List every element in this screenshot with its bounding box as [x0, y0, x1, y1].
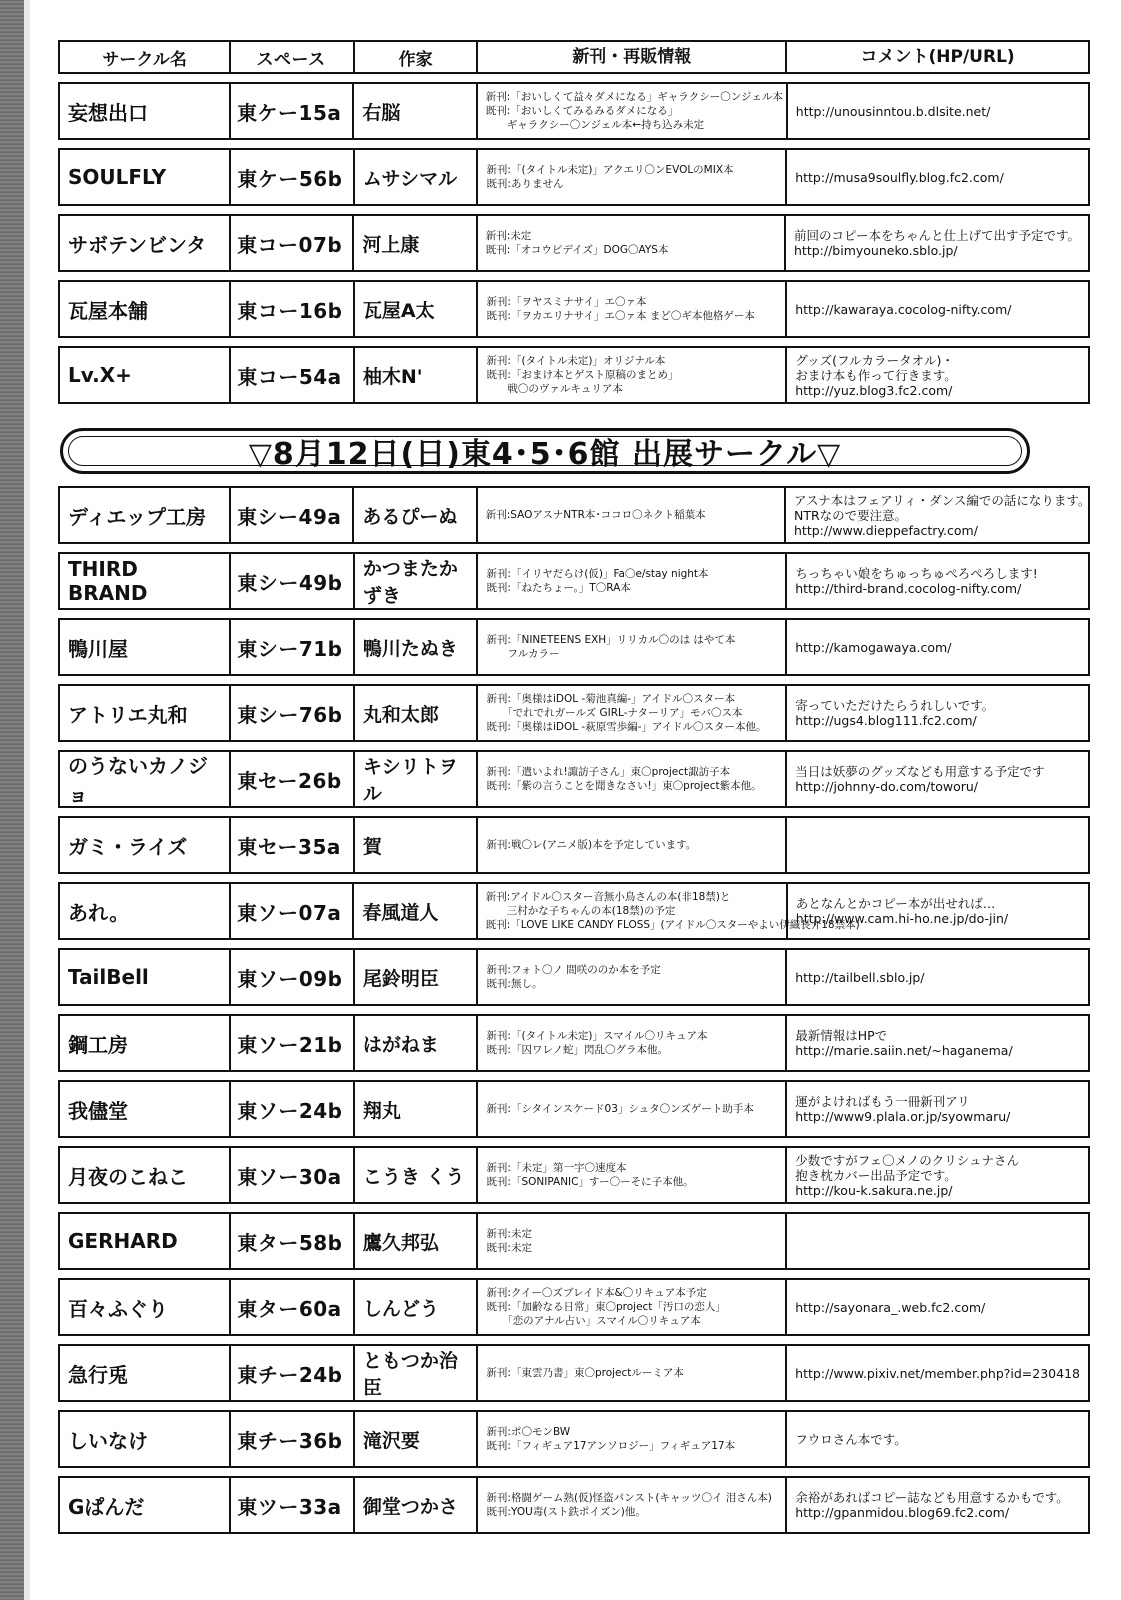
comment-line: http://bimyouneko.sblo.jp/ — [794, 243, 958, 258]
table-row — [58, 816, 1090, 874]
space-number: 東シー71b — [231, 620, 355, 674]
release-info-line: 既刊:無し。 — [486, 978, 543, 990]
space-number: 東コー16b — [231, 282, 355, 336]
release-info-line: 新刊:フォト〇ノ 間咲ののか本を予定 — [486, 964, 661, 976]
space-number: 東シー49a — [231, 488, 354, 542]
release-info — [478, 1016, 787, 1070]
release-info — [478, 620, 787, 674]
circle-name: 我儘堂 — [60, 1082, 231, 1136]
circle-table — [58, 40, 1090, 1542]
comment-url — [787, 620, 1088, 674]
release-info — [478, 1478, 787, 1532]
circle-name: アトリエ丸和 — [60, 686, 231, 740]
comment-line: フウロさん本です。 — [795, 1431, 907, 1447]
author-name: かつまたかずき — [355, 554, 479, 608]
space-number: 東ター60a — [231, 1280, 355, 1334]
release-info-line: 新刊:「未定」第一宇〇速度本 — [486, 1162, 627, 1174]
circle-name: 鴨川屋 — [60, 620, 231, 674]
table-row — [58, 148, 1090, 206]
comment-url — [787, 554, 1088, 608]
table-row — [58, 1014, 1090, 1072]
comment-url — [787, 1214, 1088, 1268]
release-info-line: 新刊:未定 — [486, 1228, 532, 1240]
space-number: 東セー26b — [231, 752, 355, 806]
release-info — [478, 950, 787, 1004]
table-row — [58, 684, 1090, 742]
author-name: 柚木N' — [355, 348, 479, 402]
release-info-line: 既刊:YOU毒(スト鉄ポイズン)他。 — [486, 1506, 646, 1518]
author-name: 尾鈴明臣 — [355, 950, 479, 1004]
release-info-line: 新刊:「遣いよれ!諏訪子さん」東〇project諏訪子本 — [486, 766, 731, 778]
release-info-line: 三村かな子ちゃんの本(18禁)の予定 — [485, 905, 676, 917]
release-info — [478, 1412, 787, 1466]
comment-line: http://www.cam.hi-ho.ne.jp/do-jin/ — [795, 911, 1009, 926]
release-info-line: 既刊:「加齢なる日常」東〇project「汚口の恋人」 — [486, 1301, 726, 1313]
release-info — [478, 488, 786, 542]
release-info-line: 新刊:アイドル〇スター音無小鳥さんの本(非18禁)と — [485, 891, 731, 903]
space-number: 東ツー33a — [231, 1478, 355, 1532]
comment-line: グッズ(フルカラータオル)・ — [795, 352, 954, 368]
comment-line: 最新情報はHPで — [795, 1028, 888, 1043]
release-info — [478, 752, 787, 806]
release-info-line: 新刊:「ヲヤスミナサイ」エ〇ァ本 — [486, 296, 647, 308]
comment-line: http://www.pixiv.net/member.php?id=230418 — [795, 1365, 1080, 1381]
space-number: 東ケー15a — [231, 84, 354, 138]
group-b — [58, 486, 1090, 1534]
header-author: 作家 — [355, 42, 479, 72]
comment-line: 寄っていただけたらうれしいです。 — [795, 698, 995, 713]
release-info-line: 新刊:格闘ゲーム熟(仮)怪盗パンスト(キャッツ〇イ 泪さん本) — [486, 1492, 772, 1504]
table-row — [58, 82, 1090, 140]
space-number: 東コー07b — [231, 216, 354, 270]
circle-name: GERHARD — [60, 1214, 231, 1268]
release-info-line: フルカラー — [486, 648, 560, 660]
release-info-line: 戦〇のヴァルキュリア本 — [486, 383, 623, 395]
comment-url — [787, 686, 1088, 740]
release-info-line: 新刊:「イリヤだらけ(仮)」Fa〇e/stay night本 — [486, 568, 709, 580]
release-info-line: 既刊:「ねたちょー。」T〇RA本 — [486, 582, 631, 594]
author-name: 滝沢要 — [355, 1412, 479, 1466]
circle-name: サボテンビンタ — [60, 216, 231, 270]
circle-name: SOULFLY — [60, 150, 231, 204]
space-number: 東ソー24b — [231, 1082, 355, 1136]
comment-line: http://www9.plala.or.jp/syowmaru/ — [795, 1109, 1011, 1124]
release-info — [478, 282, 787, 336]
author-name: 賀 — [355, 818, 479, 872]
comment-line: http://ugs4.blog111.fc2.com/ — [795, 713, 977, 728]
release-info-line: 新刊:「シタインスケード03」シュタ〇ンズゲート助手本 — [486, 1103, 754, 1115]
comment-line: http://yuz.blog3.fc2.com/ — [795, 382, 953, 398]
author-name: 鷹久邦弘 — [355, 1214, 479, 1268]
table-row — [58, 1212, 1090, 1270]
circle-name: TailBell — [60, 950, 231, 1004]
comment-line: http://johnny-do.com/toworu/ — [795, 779, 979, 794]
release-info-line: 既刊:「おまけ本とゲスト原稿のまとめ」 — [486, 369, 679, 381]
author-name: 瓦屋A太 — [355, 282, 479, 336]
release-info-line: 既刊:「おいしくてみるみるダメになる」 — [485, 105, 679, 117]
comment-line: http://www.dieppefactry.com/ — [794, 522, 978, 538]
circle-name: ディエップ工房 — [60, 488, 231, 542]
release-info-line: 既刊:ありません — [486, 178, 564, 190]
group-a — [58, 82, 1090, 404]
comment-line: http://kou-k.sakura.ne.jp/ — [795, 1182, 953, 1198]
comment-line: http://marie.saiin.net/~haganema/ — [795, 1043, 1013, 1058]
release-info-line: 既刊:「オコウビデイズ」DOG〇AYS本 — [485, 244, 669, 256]
comment-line: ちっちゃい娘をちゅっちゅぺろぺろします! — [795, 566, 1038, 581]
circle-name: 急行兎 — [60, 1346, 231, 1400]
header-info: 新刊・再販情報 — [478, 42, 787, 72]
space-number: 東セー35a — [231, 818, 355, 872]
space-number: 東ソー09b — [231, 950, 355, 1004]
release-info-line: 新刊:「(タイトル未定)」アクエリ〇ンEVOLのMIX本 — [486, 164, 734, 176]
circle-name: Lv.X+ — [60, 348, 231, 402]
comment-line: http://gpanmidou.blog69.fc2.com/ — [795, 1505, 1010, 1520]
comment-line: あとなんとかコピー本が出せれば… — [795, 896, 996, 911]
release-info-line: 既刊:「ヲカエリナサイ」エ〇ァ本 まど〇ギ本他格ゲー本 — [486, 310, 755, 322]
release-info-line: 新刊:「(タイトル未定)」オリジナル本 — [486, 355, 666, 367]
release-info — [478, 150, 787, 204]
comment-url — [787, 1280, 1088, 1334]
release-info — [478, 1214, 787, 1268]
circle-name: 月夜のこねこ — [60, 1148, 231, 1202]
space-number: 東ソー21b — [231, 1016, 355, 1070]
circle-name: しいなけ — [60, 1412, 231, 1466]
table-row — [58, 214, 1090, 272]
table-row — [58, 750, 1090, 808]
circle-name: 瓦屋本舗 — [60, 282, 231, 336]
space-number: 東シー76b — [231, 686, 355, 740]
release-info — [478, 1082, 787, 1136]
circle-name: 鋼工房 — [60, 1016, 231, 1070]
comment-line: http://tailbell.sblo.jp/ — [795, 969, 925, 985]
release-info — [478, 1346, 787, 1400]
comment-line: アスナ本はフェアリィ・ダンス編での話になります。 — [794, 492, 1091, 508]
space-number: 東ソー30a — [231, 1148, 355, 1202]
comment-line: http://musa9soulfly.blog.fc2.com/ — [795, 169, 1004, 185]
circle-name: THIRD BRAND — [60, 554, 231, 608]
comment-url — [787, 282, 1088, 336]
comment-url — [788, 884, 1088, 938]
author-name: 丸和太郎 — [355, 686, 479, 740]
release-info — [478, 686, 787, 740]
table-header — [58, 40, 1090, 74]
release-info-line: 「でれでれガールズ GIRL-ナターリア」モバ〇ス本 — [486, 707, 743, 719]
comment-url — [787, 1478, 1088, 1532]
circle-name: ガミ・ライズ — [60, 818, 231, 872]
table-row — [58, 948, 1090, 1006]
comment-url — [787, 1016, 1088, 1070]
comment-url — [787, 1412, 1088, 1466]
comment-url — [787, 752, 1088, 806]
release-info-line: ギャラクシー〇ンジェル本←持ち込み未定 — [485, 119, 705, 131]
comment-url — [787, 1346, 1088, 1400]
release-info-line: 新刊:「奥様はiDOL -菊池真編-」アイドル〇スター本 — [486, 693, 736, 705]
table-row — [58, 1146, 1090, 1204]
circle-name: 妄想出口 — [60, 84, 231, 138]
comment-url — [786, 488, 1091, 542]
header-circle: サークル名 — [60, 42, 231, 72]
table-row — [58, 280, 1090, 338]
release-info-line: 新刊:戦〇レ(アニメ版)本を予定しています。 — [486, 839, 697, 851]
author-name: 河上康 — [354, 216, 477, 270]
author-name: 右脳 — [354, 84, 477, 138]
comment-url — [787, 950, 1088, 1004]
comment-line: 当日は妖夢のグッズなども用意する予定です — [795, 764, 1045, 779]
release-info — [478, 348, 787, 402]
author-name: あるぴーぬ — [354, 488, 477, 542]
release-info-line: 新刊:ポ〇モンBW — [486, 1426, 571, 1438]
section-banner: ▽8月12日(日)東4･5･6館 出展サークル▽ — [60, 428, 1030, 474]
release-info — [478, 216, 786, 270]
comment-line: http://kawaraya.cocolog-nifty.com/ — [795, 301, 1012, 317]
author-name: ムサシマル — [355, 150, 479, 204]
release-info-line: 新刊:「東雲乃書」東〇projectルーミア本 — [486, 1367, 684, 1379]
circle-name: 百々ふぐり — [60, 1280, 231, 1334]
circle-name: のうないカノジョ — [60, 752, 231, 806]
space-number: 東チー36b — [231, 1412, 355, 1466]
release-info — [478, 818, 787, 872]
release-info-line: 「恋のアナル占い」スマイル〇リキュア本 — [486, 1315, 701, 1327]
comment-line: http://kamogawaya.com/ — [795, 639, 952, 655]
space-number: 東チー24b — [231, 1346, 355, 1400]
release-info-line: 既刊:「フィギュア17アンソロジー」フィギュア17本 — [486, 1440, 736, 1452]
author-name: 翔丸 — [355, 1082, 479, 1136]
comment-line: http://sayonara_.web.fc2.com/ — [795, 1299, 986, 1315]
circle-name: あれ。 — [60, 884, 231, 938]
table-row — [58, 1344, 1090, 1402]
table-row — [58, 486, 1090, 544]
comment-line: 運がよければもう一冊新刊アリ — [795, 1094, 970, 1109]
release-info-line: 既刊:「LOVE LIKE CANDY FLOSS」(アイドル〇スターやよい伊織長介18禁本) — [485, 919, 860, 931]
release-info-line: 新刊:「(タイトル未定)」スマイル〇リキュア本 — [486, 1030, 708, 1042]
author-name: 御堂つかさ — [355, 1478, 479, 1532]
author-name: しんどう — [355, 1280, 479, 1334]
author-name: キシリトヲル — [355, 752, 479, 806]
comment-url — [787, 1082, 1088, 1136]
release-info-line: 新刊:「おいしくて益々ダメになる」ギャラクシー〇ンジェル本 — [485, 91, 783, 103]
table-row — [58, 1410, 1090, 1468]
table-row — [58, 882, 1090, 940]
release-info — [478, 84, 788, 138]
author-name: 鴨川たぬき — [355, 620, 479, 674]
table-row — [58, 1476, 1090, 1534]
comment-line: 少数ですがフェ〇メノのクリシュナさん — [795, 1152, 1019, 1168]
release-info-line: 既刊:「紫の言うことを聞きなさい!」東〇project紫本他。 — [486, 780, 762, 792]
author-name: 春風道人 — [354, 884, 477, 938]
comment-line: NTRなので要注意。 — [794, 507, 908, 523]
header-space: スペース — [231, 42, 355, 72]
release-info-line: 新刊:SAOアスナNTR本･ココロ〇ネクト稲葉本 — [485, 509, 706, 521]
comment-line: 抱き枕カバー出品予定です。 — [795, 1167, 957, 1183]
comment-url — [786, 216, 1088, 270]
space-number: 東ケー56b — [231, 150, 355, 204]
author-name: はがねま — [355, 1016, 479, 1070]
space-number: 東ター58b — [231, 1214, 355, 1268]
header-comment: コメント(HP/URL) — [860, 46, 1015, 67]
comment-url — [787, 818, 1088, 872]
space-number: 東ソー07a — [231, 884, 354, 938]
release-info-line: 新刊:「NINETEENS EXH」リリカル〇のは はやて本 — [486, 634, 736, 646]
comment-line: 余裕があればコピー誌なども用意するかもです。 — [795, 1490, 1069, 1505]
release-info — [478, 554, 787, 608]
comment-line: http://third-brand.cocolog-nifty.com/ — [795, 581, 1022, 596]
release-info — [478, 884, 860, 938]
comment-url — [787, 150, 1088, 204]
release-info-line: 既刊:未定 — [486, 1242, 532, 1254]
table-row — [58, 1080, 1090, 1138]
circle-name: Gぱんだ — [60, 1478, 231, 1532]
release-info-line: 既刊:「奥様はiDOL -萩原雪歩編-」アイドル〇スター本他。 — [486, 721, 767, 733]
release-info-line: 新刊:未定 — [485, 230, 532, 242]
release-info-line: 既刊:「囚ワレノ蛇」閃乱〇グラ本他。 — [486, 1044, 669, 1056]
space-number: 東シー49b — [231, 554, 355, 608]
table-row — [58, 618, 1090, 676]
comment-line: http://unousinntou.b.dlsite.net/ — [795, 103, 991, 119]
comment-url — [788, 84, 1088, 138]
space-number: 東コー54a — [231, 348, 355, 402]
release-info — [478, 1280, 787, 1334]
release-info-line: 新刊:クイー〇ズブレイド本&〇リキュア本予定 — [486, 1287, 707, 1299]
comment-url — [787, 348, 1088, 402]
release-info-line: 既刊:「SONIPANIC」すー〇ーそに子本他。 — [486, 1176, 694, 1188]
author-name: ともつか治臣 — [355, 1346, 479, 1400]
comment-url — [787, 1148, 1088, 1202]
release-info — [478, 1148, 787, 1202]
table-row — [58, 346, 1090, 404]
table-row — [58, 552, 1090, 610]
comment-line: 前回のコピー本をちゃんと仕上げて出す予定です。 — [794, 228, 1081, 243]
page-edge-shadow — [0, 0, 30, 1600]
table-row — [58, 1278, 1090, 1336]
comment-line: おまけ本も作って行きます。 — [795, 367, 957, 383]
author-name: こうき くう — [355, 1148, 479, 1202]
